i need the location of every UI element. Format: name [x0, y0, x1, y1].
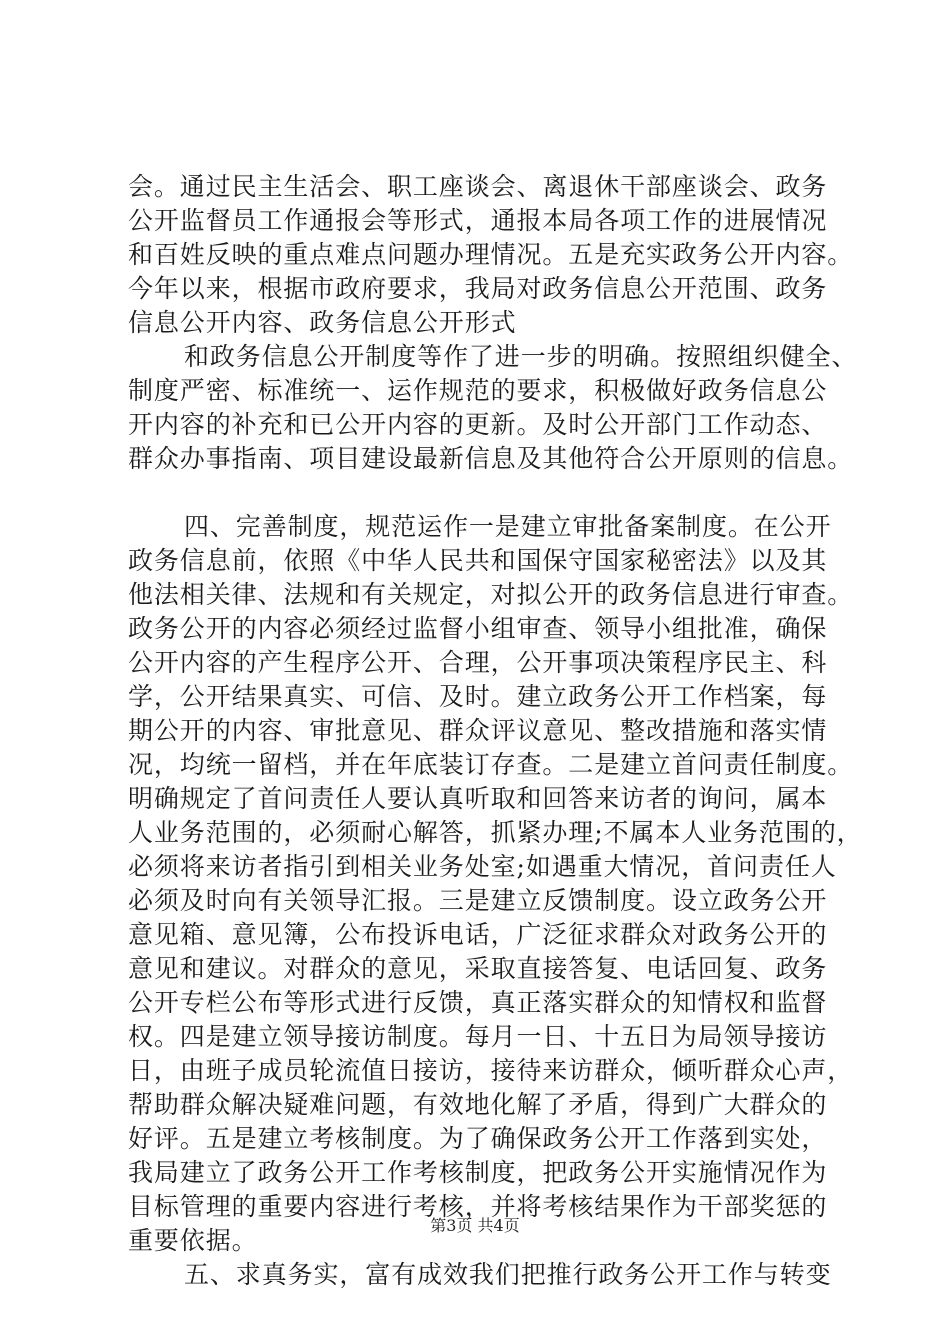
text-line: 必须将来访者指引到相关业务处室;如遇重大情况，首问责任人 — [128, 852, 837, 881]
paragraph — [128, 510, 863, 1258]
paragraph — [128, 1258, 832, 1292]
document-body — [128, 170, 863, 1292]
text-line: 公开监督员工作通报会等形式，通报本局各项工作的进展情况 — [128, 206, 828, 235]
text-line: 政务信息前，依照《中华人民共和国保守国家秘密法》以及其 — [128, 546, 828, 575]
text-line: 学，公开结果真实、可信、及时。建立政务公开工作档案，每 — [128, 682, 828, 711]
text-line: 期公开的内容、审批意见、群众评议意见、整改措施和落实情 — [128, 716, 828, 745]
text-line: 权。四是建立领导接访制度。每月一日、十五日为局领导接访 — [128, 1022, 828, 1051]
text-line: 他法相关律、法规和有关规定，对拟公开的政务信息进行审查。 — [128, 580, 854, 609]
text-line: 群众办事指南、项目建设最新信息及其他符合公开原则的信息。 — [128, 444, 854, 473]
text-line: 会。通过民主生活会、职工座谈会、离退休干部座谈会、政务 — [128, 172, 828, 201]
text-line: 五、求真务实，富有成效我们把推行政务公开工作与转变 — [184, 1260, 832, 1289]
text-line: 制度严密、标准统一、运作规范的要求，积极做好政务信息公 — [128, 376, 828, 405]
text-line: 人业务范围的，必须耐心解答，抓紧办理;不属本人业务范围的， — [128, 818, 863, 847]
text-line: 帮助群众解决疑难问题，有效地化解了矛盾，得到广大群众的 — [128, 1090, 828, 1119]
text-line: 必须及时向有关领导汇报。三是建立反馈制度。设立政务公开 — [128, 886, 828, 915]
text-line: 意见和建议。对群众的意见，采取直接答复、电话回复、政务 — [128, 954, 828, 983]
text-line: 意见箱、意见簿，公布投诉电话，广泛征求群众对政务公开的 — [128, 920, 828, 949]
paragraph-gap — [128, 476, 828, 510]
text-line: 和百姓反映的重点难点问题办理情况。五是充实政务公开内容。 — [128, 240, 854, 269]
text-line: 我局建立了政务公开工作考核制度，把政务公开实施情况作为 — [128, 1158, 828, 1187]
text-line: 公开专栏公布等形式进行反馈，真正落实群众的知情权和监督 — [128, 988, 828, 1017]
text-line: 四、完善制度，规范运作一是建立审批备案制度。在公开 — [184, 512, 832, 541]
text-line: 信息公开内容、政务信息公开形式 — [128, 308, 517, 337]
paragraph — [128, 170, 854, 340]
text-line: 目标管理的重要内容进行考核，并将考核结果作为干部奖惩的 — [128, 1192, 828, 1221]
text-line: 政务公开的内容必须经过监督小组审查、领导小组批准，确保 — [128, 614, 828, 643]
text-line: 日，由班子成员轮流值日接访，接待来访群众，倾听群众心声， — [128, 1056, 854, 1085]
text-line: 明确规定了首问责任人要认真听取和回答来访者的询问，属本 — [128, 784, 828, 813]
text-line: 况，均统一留档，并在年底装订存查。二是建立首问责任制度。 — [128, 750, 854, 779]
text-line: 好评。五是建立考核制度。为了确保政务公开工作落到实处， — [128, 1124, 828, 1153]
text-line: 重要依据。 — [128, 1226, 258, 1255]
text-line: 今年以来，根据市政府要求，我局对政务信息公开范围、政务 — [128, 274, 828, 303]
paragraph — [128, 340, 858, 476]
text-line: 公开内容的产生程序公开、合理，公开事项决策程序民主、科 — [128, 648, 828, 677]
text-line: 开内容的补充和已公开内容的更新。及时公开部门工作动态、 — [128, 410, 828, 439]
page-footer: 第3页 共4页 — [430, 1216, 520, 1235]
text-line: 和政务信息公开制度等作了进一步的明确。按照组织健全、 — [184, 342, 858, 371]
